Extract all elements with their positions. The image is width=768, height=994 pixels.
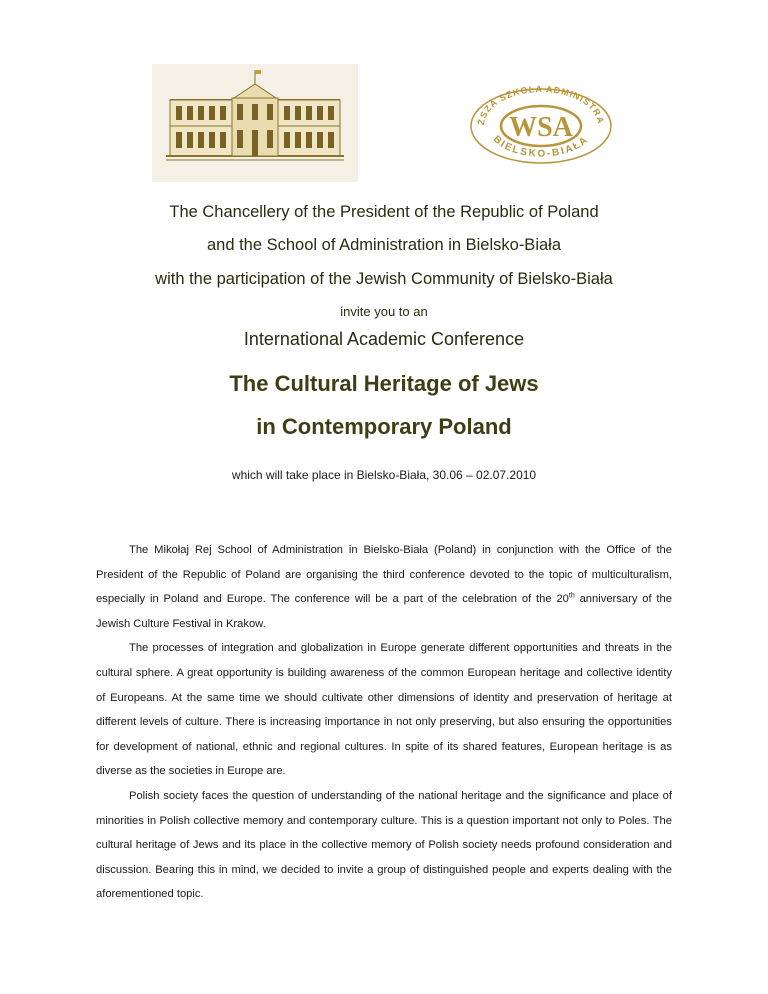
conference-type: International Academic Conference (243, 329, 525, 349)
conference-title-line-1: The Cultural Heritage of Jews (229, 371, 539, 396)
wsa-seal-icon (466, 84, 616, 164)
date-location-line: which will take place in Bielsko-Biała, 30.06 – 02.07.2010 (231, 468, 537, 482)
wsa-seal-drawing (466, 84, 616, 164)
invitation-body (96, 538, 672, 907)
invite-text: invite you to an (340, 304, 428, 319)
palace-drawing (152, 64, 358, 182)
paragraph-3: Polish society faces the question of understanding of the national heritage and the significance and place of minorities in Polish collective memory and contemporary culture. This is a question important not only to Poles. The cultural heritage of Jews and its place in the collective memory of Polish society needs profound consideration and discussion. Bearing this in mind, we decided to invite a group of distinguished people and experts dealing with the aforementioned topic. (96, 789, 672, 901)
organizer-line-1: The Chancellery of the President of the Republic of Poland (169, 203, 599, 221)
chancellery-palace-icon (152, 64, 358, 182)
paragraph-2: The processes of integration and globalization in Europe generate different opportunities and threats in the cultural sphere. A great opportunity is building awareness of the common European heritage and collective identity of Europeans. At the same time we should cultivate other dimensions of identity and preservation of heritage at different levels of culture. There is increasing importance in not only preserving, but also ensuring the opportunities for development of national, ethnic and regional cultures. In spite of its shared features, European heritage is as diverse as the societies in Europe are. (96, 642, 672, 778)
paragraph-1: The Mikołaj Rej School of Administration in Bielsko-Biała (Poland) in conjunction with the Office of the President of the Republic of Poland are organising the third conference devoted to the topic of multiculturalism, especially in Poland and Europe. The conference will be a part of the celebration of the 20th anniversary of the Jewish Culture Festival in Krakow. (96, 544, 672, 630)
conference-title-line-2: in Contemporary Poland (256, 414, 512, 439)
organizer-line-2: and the School of Administration in Bielsko-Biała (206, 236, 562, 254)
logo-row (0, 64, 768, 184)
organizer-line-3: with the participation of the Jewish Community of Bielsko-Biała (155, 270, 613, 288)
seal-bottom-text: BIELSKO-BIAŁA (490, 133, 592, 160)
seal-center-text: WSA (509, 112, 573, 143)
seal-top-text: ŻSZA SZKOŁA ADMINISTRA (475, 84, 607, 126)
